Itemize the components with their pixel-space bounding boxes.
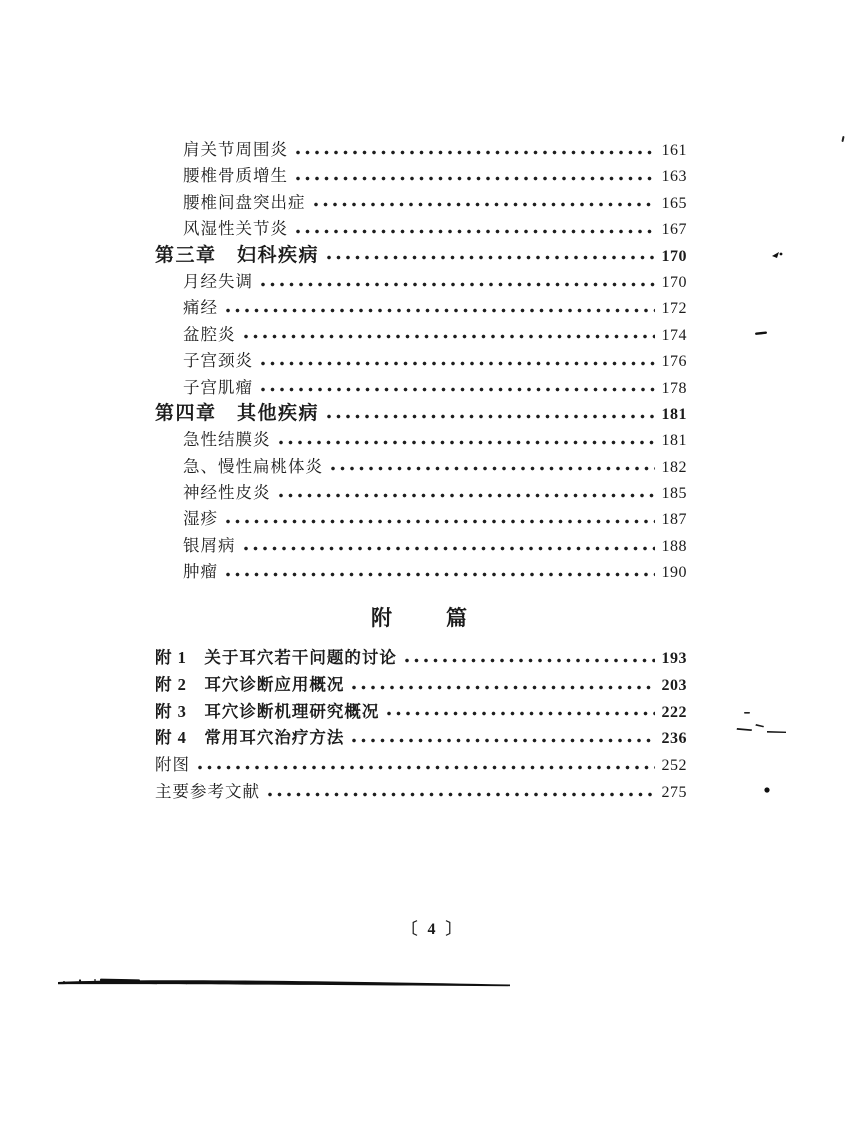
toc-appendix-row <box>155 672 687 699</box>
toc-entry-label: 银屑病 <box>183 535 236 555</box>
dot-leader <box>294 227 655 236</box>
toc-entry-label: 附图 <box>155 755 190 775</box>
toc-entry-page: 161 <box>661 142 687 159</box>
toc-entry-label: 急性结膜炎 <box>183 430 271 450</box>
toc-chapter-page: 170 <box>661 247 687 265</box>
toc-entry-row <box>155 533 687 559</box>
toc-entry-page: 163 <box>661 168 687 186</box>
toc-entry-row <box>155 480 687 506</box>
toc-entry-label: 急、慢性扁桃体炎 <box>183 456 323 476</box>
margin-speck <box>772 252 779 258</box>
toc-entry-label: 肿瘤 <box>183 562 218 582</box>
dot-leader <box>196 763 655 772</box>
toc-entry-page: 252 <box>661 757 687 775</box>
toc-entry-page: 190 <box>661 564 687 582</box>
toc-main-list <box>155 137 687 586</box>
dot-leader <box>224 517 655 526</box>
toc-appendix-row <box>155 779 687 806</box>
toc-entry-page: 188 <box>661 537 687 555</box>
toc-entry-page: 203 <box>661 676 687 694</box>
dot-leader <box>350 736 655 745</box>
toc-entry-row <box>155 295 687 321</box>
dot-leader <box>325 253 655 262</box>
dot-leader <box>312 200 656 209</box>
toc-entry-row <box>155 322 687 348</box>
toc-entry-page: 167 <box>661 221 687 239</box>
toc-entry-row <box>155 427 687 453</box>
toc-chapter-label: 第四章 其他疾病 <box>155 402 320 424</box>
dot-leader <box>259 280 655 289</box>
margin-speck <box>755 724 764 727</box>
toc-chapter-page: 181 <box>661 405 687 423</box>
toc-entry-row <box>155 163 687 189</box>
toc-entry-label: 风湿性关节炎 <box>183 219 288 239</box>
dot-leader <box>266 790 655 799</box>
toc-entry-label: 腰椎骨质增生 <box>183 166 288 186</box>
toc-entry-label: 神经性皮炎 <box>183 483 271 503</box>
toc-entry-label: 盆腔炎 <box>183 324 236 344</box>
dot-leader <box>224 306 655 315</box>
dot-leader <box>277 491 656 500</box>
toc-entry-page: 187 <box>661 511 687 529</box>
dot-leader <box>242 332 656 341</box>
toc-entry-row <box>155 137 687 163</box>
toc-entry-label: 月经失调 <box>183 271 253 291</box>
toc-entry-page: 182 <box>661 458 687 476</box>
dot-leader <box>325 412 655 421</box>
toc-entry-page: 174 <box>661 326 687 344</box>
dot-leader <box>259 385 655 394</box>
toc-entry-page: 185 <box>661 485 687 503</box>
toc-appendix-list <box>155 645 687 806</box>
toc-chapter-row <box>155 401 687 427</box>
toc-entry-row <box>155 348 687 374</box>
toc-chapter-row <box>155 243 687 269</box>
toc-entry-page: 170 <box>661 273 687 291</box>
margin-speck <box>764 787 769 792</box>
toc-entry-label: 腰椎间盘突出症 <box>183 192 306 212</box>
toc-entry-page: 172 <box>661 300 687 318</box>
toc-entry-page: 165 <box>661 194 687 212</box>
dot-leader <box>403 656 655 665</box>
toc-entry-label: 子宫颈炎 <box>183 351 253 371</box>
dot-leader <box>329 464 655 473</box>
toc-entry-row <box>155 269 687 295</box>
toc-appendix-row <box>155 752 687 779</box>
toc-entry-row <box>155 216 687 242</box>
toc-entry-label: 附 4 常用耳穴治疗方法 <box>155 728 345 748</box>
toc-entry-label: 湿疹 <box>183 509 218 529</box>
toc-entry-row <box>155 506 687 532</box>
toc-entry-page: 176 <box>661 353 687 371</box>
toc-entry-label: 痛经 <box>183 298 218 318</box>
margin-speck <box>755 331 767 335</box>
dot-leader <box>277 438 656 447</box>
toc-entry-page: 275 <box>661 783 687 801</box>
toc-entry-label: 子宫肌瘤 <box>183 377 253 397</box>
dot-leader <box>294 174 655 183</box>
toc-entry-row <box>155 190 687 216</box>
toc-entry-label: 附 1 关于耳穴若干问题的讨论 <box>155 648 397 667</box>
margin-speck <box>841 136 844 142</box>
appendix-section-title: 附 篇 <box>371 606 471 630</box>
dot-leader <box>350 683 655 692</box>
dot-leader <box>242 544 656 553</box>
dot-leader <box>224 570 655 579</box>
toc-entry-page: 222 <box>661 703 687 721</box>
dot-leader <box>259 359 655 368</box>
toc-entry-page: 181 <box>661 432 687 450</box>
dot-leader <box>294 148 655 157</box>
toc-entry-label: 附 3 耳穴诊断机理研究概况 <box>155 701 380 721</box>
toc-appendix-row <box>155 645 687 672</box>
margin-speck <box>767 731 786 733</box>
toc-appendix-row <box>155 725 687 752</box>
toc-entry-page: 193 <box>661 650 687 667</box>
toc-entry-label: 主要参考文献 <box>155 781 260 801</box>
toc-entry-label: 肩关节周围炎 <box>183 140 288 159</box>
toc-entry-row <box>155 559 687 585</box>
scan-line-artifact <box>58 980 510 986</box>
toc-chapter-label: 第三章 妇科疾病 <box>155 244 320 266</box>
toc-entry-row <box>155 454 687 480</box>
toc-appendix-row <box>155 699 687 726</box>
toc-entry-label: 附 2 耳穴诊断应用概况 <box>155 674 345 694</box>
dot-leader <box>385 709 655 718</box>
toc-entry-row <box>155 375 687 401</box>
margin-speck <box>744 712 750 714</box>
toc-entry-page: 236 <box>661 730 687 748</box>
page-number: 〔 4 〕 <box>401 921 465 938</box>
margin-speck <box>737 728 752 731</box>
toc-entry-page: 178 <box>661 379 687 397</box>
